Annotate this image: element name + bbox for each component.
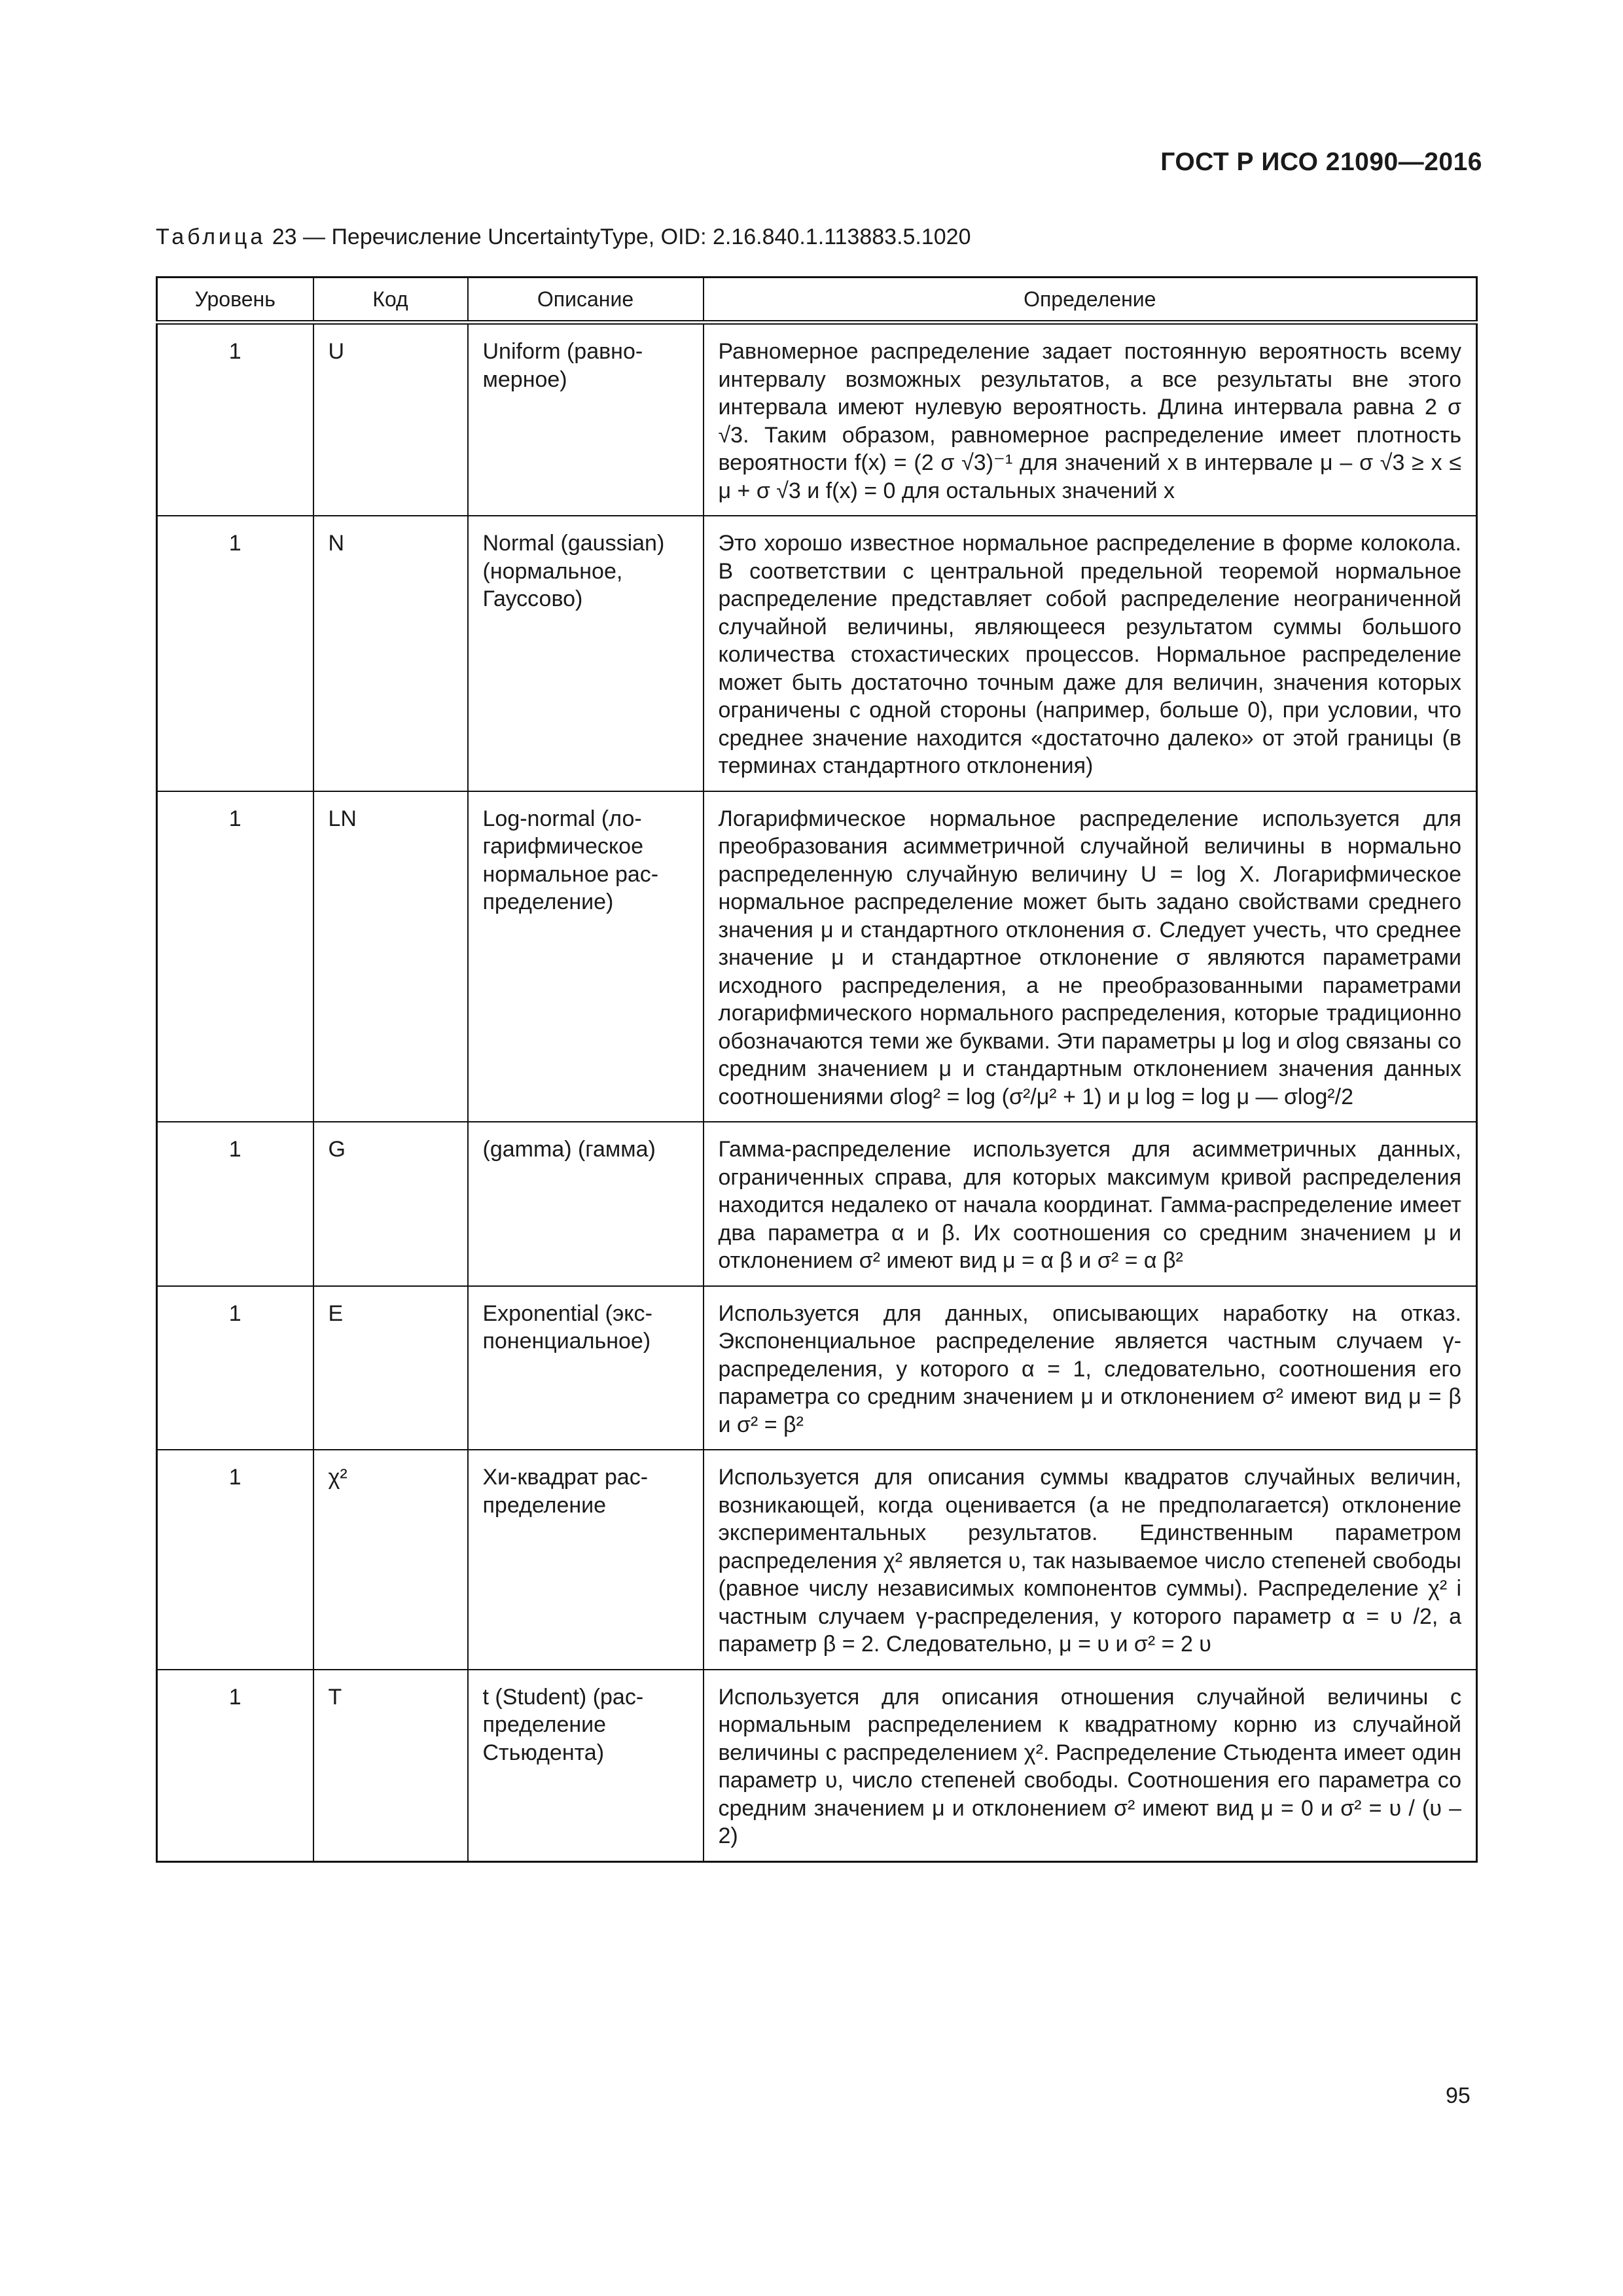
cell-level: 1 [157, 1286, 313, 1450]
table-row [157, 1286, 1477, 1450]
table-caption [156, 224, 971, 250]
table-container [156, 276, 1476, 1863]
header-level: Уровень [157, 278, 313, 323]
table-row [157, 323, 1477, 516]
table-row [157, 1450, 1477, 1670]
table-header-row [157, 278, 1477, 323]
cell-definition: Используется для описания отношения случайной величины с нормальным распределением к квадратному корню из случайной величины с распределением χ². Распределение Стьюдента имеет один параметр υ, число степеней свободы. Соотношения его параметра со средним значением μ и отклонением σ² имеют вид μ = 0 и σ² = υ / (υ – 2) [704, 1670, 1477, 1862]
cell-level: 1 [157, 323, 313, 516]
cell-description: Uniform (равномерное) [468, 323, 704, 516]
cell-level: 1 [157, 516, 313, 791]
cell-code: T [313, 1670, 468, 1862]
cell-code: LN [313, 791, 468, 1122]
cell-code: U [313, 323, 468, 516]
table-row [157, 516, 1477, 791]
cell-code: E [313, 1286, 468, 1450]
cell-description: Log-normal (логарифмическое нормальное распределение) [468, 791, 704, 1122]
cell-definition: Логарифмическое нормальное распределение используется для преобразования асимметричной случайной величины в нормально распределенную случайную величину U = log X. Логарифмическое нормальное распределение может быть задано свойствами среднего значения μ и стандартного отклонения σ. Следует учесть, что среднее значение μ и стандартное отклонение σ являются параметрами исходного распределения, а не преобразованными параметрами логарифмического нормального распределения, которые традиционно обозначаются теми же буквами. Эти параметры μ log и σlog связаны со средним значением μ и стандартным отклонением значения данных соотношениями σlog² = log (σ²/μ² + 1) и μ log = log μ — σlog²/2 [704, 791, 1477, 1122]
cell-definition: Используется для описания суммы квадратов случайных величин, возникающей, когда оценивается (а не предполагается) отклонение экспериментальных результатов. Единственным параметром распределения χ² является υ, так называемое число степеней свободы (равное числу независимых компонентов суммы). Распределение χ² i частным случаем γ-распределения, у которого параметр α = υ /2, а параметр β = 2. Следовательно, μ = υ и σ² = 2 υ [704, 1450, 1477, 1670]
table-row [157, 1122, 1477, 1286]
cell-level: 1 [157, 1450, 313, 1670]
cell-code: χ² [313, 1450, 468, 1670]
cell-description: Normal (gaussian) (нормальное, Гауссово) [468, 516, 704, 791]
uncertainty-type-table [156, 276, 1478, 1863]
page-number: 95 [1446, 2083, 1471, 2108]
caption-label: Таблица [156, 224, 266, 249]
cell-description: Хи-квадрат распределение [468, 1450, 704, 1670]
cell-description: t (Student) (распределение Стьюдента) [468, 1670, 704, 1862]
cell-description: (gamma) (гамма) [468, 1122, 704, 1286]
cell-definition: Используется для данных, описывающих наработку на отказ. Экспоненциальное распределение является частным случаем γ-распределения, у которого α = 1, следовательно, соотношения его параметра со средним значением μ и отклонением σ² имеют вид μ = β и σ² = β² [704, 1286, 1477, 1450]
header-code: Код [313, 278, 468, 323]
table-row [157, 1670, 1477, 1862]
caption-text: 23 — Перечисление UncertaintyType, OID: 2.16.840.1.113883.5.1020 [266, 224, 971, 249]
cell-level: 1 [157, 791, 313, 1122]
header-definition: Определение [704, 278, 1477, 323]
standard-header: ГОСТ Р ИСО 21090—2016 [1160, 148, 1482, 176]
cell-code: G [313, 1122, 468, 1286]
cell-level: 1 [157, 1122, 313, 1286]
cell-description: Exponential (экспоненциальное) [468, 1286, 704, 1450]
header-description: Описание [468, 278, 704, 323]
cell-code: N [313, 516, 468, 791]
table-row [157, 791, 1477, 1122]
cell-level: 1 [157, 1670, 313, 1862]
cell-definition: Это хорошо известное нормальное распределение в форме колокола. В соответствии с центральной предельной теоремой нормальное распределение представляет собой распределение неограниченной случайной величины, являющееся результатом суммы большого количества стохастических процессов. Нормальное распределение может быть достаточно точным даже для величин, значения которых ограничены с одной стороны (например, больше 0), при условии, что среднее значение находится «достаточно далеко» от этой границы (в терминах стандартного отклонения) [704, 516, 1477, 791]
cell-definition: Равномерное распределение задает постоянную вероятность всему интервалу возможных результатов, а все результаты вне этого интервала имеют нулевую вероятность. Длина интервала равна 2 σ √3. Таким образом, равномерное распределение имеет плотность вероятности f(x) = (2 σ √3)⁻¹ для значений x в интервале μ – σ √3 ≥ x ≤ μ + σ √3 и f(x) = 0 для остальных значений x [704, 323, 1477, 516]
cell-definition: Гамма-распределение используется для асимметричных данных, ограниченных справа, для которых максимум кривой распределения находится недалеко от начала координат. Гамма-распределение имеет два параметра α и β. Их соотношения со средним значением μ и отклонением σ² имеют вид μ = α β и σ² = α β² [704, 1122, 1477, 1286]
